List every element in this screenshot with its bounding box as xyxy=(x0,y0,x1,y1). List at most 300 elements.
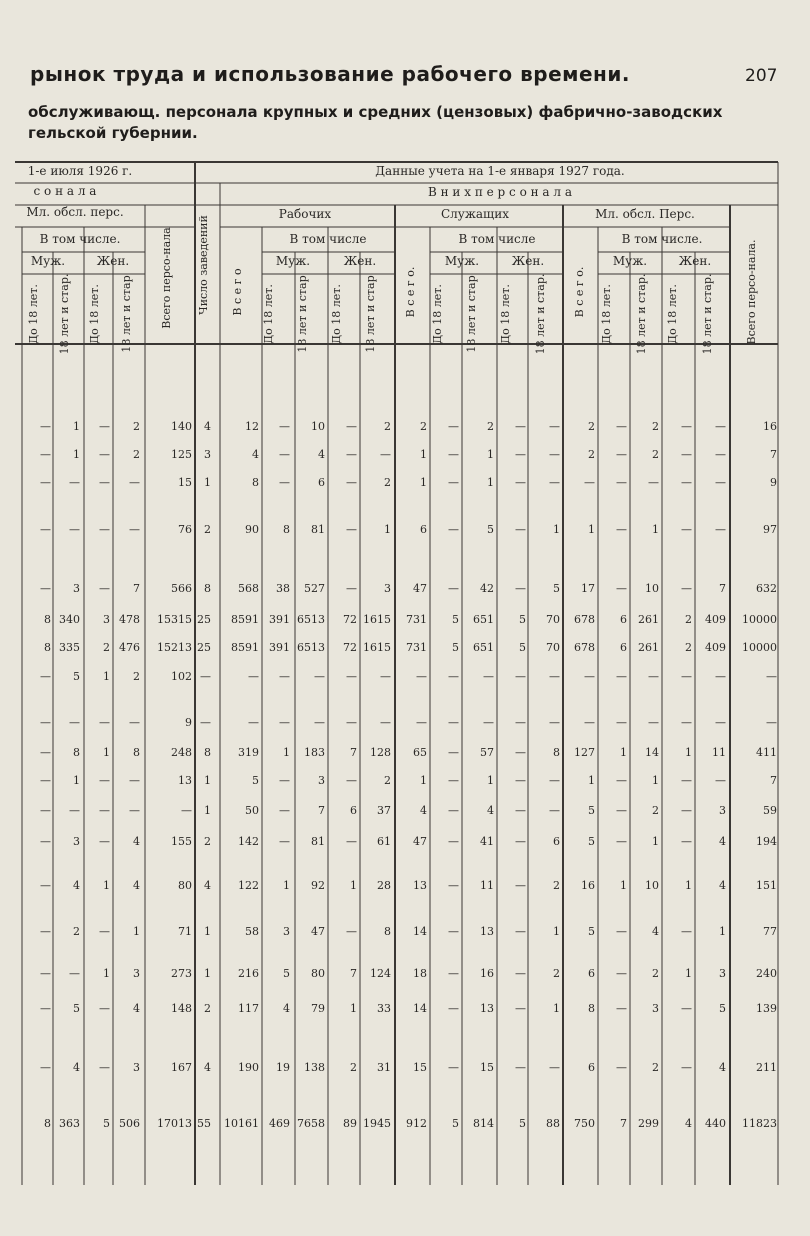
table-cell: 190 xyxy=(238,1061,259,1074)
table-cell: 122 xyxy=(238,879,259,892)
table-cell: — xyxy=(715,523,726,536)
table-cell: 128 xyxy=(370,746,391,759)
table-cell: 61 xyxy=(377,835,391,848)
table-cell: 1 xyxy=(685,879,692,892)
table-cell: 731 xyxy=(406,641,427,654)
table-cell: 6 xyxy=(588,967,595,980)
table-cell: 4 xyxy=(133,879,140,892)
table-cell: 8 xyxy=(204,582,211,595)
table-cell: — xyxy=(715,476,726,489)
table-cell: — xyxy=(40,420,51,433)
table-cell: 3 xyxy=(204,448,211,461)
table-cell: 72 xyxy=(343,641,357,654)
table-cell: 651 xyxy=(473,641,494,654)
table-cell: — xyxy=(515,523,526,536)
table-cell: — xyxy=(279,774,290,787)
header-muzh-3: Муж. xyxy=(612,254,648,268)
table-cell: 1 xyxy=(652,774,659,787)
header-vtom-1: В том числе xyxy=(289,232,367,246)
table-cell: 632 xyxy=(756,582,777,595)
table-cell: 319 xyxy=(238,746,259,759)
table-cell: — xyxy=(416,670,427,683)
table-cell: — xyxy=(616,420,627,433)
page-number: 207 xyxy=(745,66,778,86)
table-cell: — xyxy=(549,476,560,489)
table-cell: 15 xyxy=(413,1061,427,1074)
table-cell: 8 xyxy=(588,1002,595,1015)
table-cell: 5 xyxy=(553,582,560,595)
table-cell: 25 xyxy=(197,641,211,654)
table-cell: 8 xyxy=(73,746,80,759)
table-cell: 1 xyxy=(73,420,80,433)
table-cell: 335 xyxy=(59,641,80,654)
table-cell: 5 xyxy=(519,1117,526,1130)
table-cell: — xyxy=(515,925,526,938)
table-cell: 10 xyxy=(311,420,325,433)
table-cell: — xyxy=(448,1061,459,1074)
table-cell: — xyxy=(69,804,80,817)
table-cell: 15315 xyxy=(157,613,192,626)
table-cell: 273 xyxy=(171,967,192,980)
table-cell: — xyxy=(616,582,627,595)
table-cell: 3 xyxy=(384,582,391,595)
table-cell: 2 xyxy=(553,967,560,980)
table-cell: — xyxy=(279,835,290,848)
header-left-vsego: Всего персо-нала xyxy=(160,227,173,329)
table-cell: — xyxy=(448,879,459,892)
header-left-sonala: с о н а л а xyxy=(33,184,97,198)
table-cell: 1 xyxy=(384,523,391,536)
table-cell: — xyxy=(279,716,290,729)
header-do18-r2: До 18 лет. xyxy=(330,284,343,344)
table-cell: 38 xyxy=(276,582,290,595)
table-cell: 216 xyxy=(238,967,259,980)
table-cell: — xyxy=(448,967,459,980)
table-cell: — xyxy=(99,716,110,729)
table-cell: — xyxy=(616,804,627,817)
table-cell: — xyxy=(40,448,51,461)
table-cell: 13 xyxy=(178,774,192,787)
table-cell: 4 xyxy=(204,1061,211,1074)
table-cell: 506 xyxy=(119,1117,140,1130)
table-cell: 4 xyxy=(204,420,211,433)
table-cell: — xyxy=(515,967,526,980)
table-cell: 409 xyxy=(705,613,726,626)
table-cell: — xyxy=(515,835,526,848)
table-cell: 1 xyxy=(204,967,211,980)
table-cell: — xyxy=(515,774,526,787)
table-cell: — xyxy=(549,774,560,787)
table-cell: 11823 xyxy=(742,1117,777,1130)
table-cell: 92 xyxy=(311,879,325,892)
table-cell: 6 xyxy=(350,804,357,817)
table-cell: 1 xyxy=(487,476,494,489)
table-cell: 4 xyxy=(487,804,494,817)
table-cell: — xyxy=(616,448,627,461)
table-cell: 5 xyxy=(519,613,526,626)
table-cell: 1615 xyxy=(363,613,391,626)
table-cell: 9 xyxy=(770,476,777,489)
table-cell: 16 xyxy=(480,967,494,980)
table-cell: 3 xyxy=(318,774,325,787)
table-cell: 4 xyxy=(420,804,427,817)
header-muzh-1: Муж. xyxy=(275,254,311,268)
table-cell: 6 xyxy=(318,476,325,489)
page-subtitle-line2: гельской губернии. xyxy=(28,124,198,142)
table-cell: — xyxy=(515,1002,526,1015)
table-cell: 5 xyxy=(452,641,459,654)
table-cell: 3 xyxy=(719,967,726,980)
table-cell: 6513 xyxy=(297,641,325,654)
table-cell: — xyxy=(99,1061,110,1074)
table-cell: 3 xyxy=(73,835,80,848)
table-cell: 138 xyxy=(304,1061,325,1074)
table-cell: 1 xyxy=(685,746,692,759)
table-cell: 2 xyxy=(588,448,595,461)
table-cell: — xyxy=(681,1061,692,1074)
table-cell: 1 xyxy=(685,967,692,980)
header-left-do18-b: До 18 лет. xyxy=(88,284,101,344)
header-mlobsl: Мл. обсл. Перс. xyxy=(595,207,695,221)
table-cell: 140 xyxy=(171,420,192,433)
table-cell: 2 xyxy=(487,420,494,433)
table-cell: — xyxy=(40,1002,51,1015)
table-cell: — xyxy=(129,476,140,489)
table-cell: 4 xyxy=(719,835,726,848)
table-cell: 33 xyxy=(377,1002,391,1015)
table-cell: 13 xyxy=(480,925,494,938)
table-cell: — xyxy=(616,925,627,938)
header-vtom-2: В том числе xyxy=(458,232,536,246)
table-cell: — xyxy=(483,670,494,683)
table-cell: — xyxy=(584,670,595,683)
table-cell: 2 xyxy=(685,641,692,654)
table-cell: 155 xyxy=(171,835,192,848)
table-cell: 12 xyxy=(245,420,259,433)
table-cell: — xyxy=(681,523,692,536)
table-cell: 2 xyxy=(103,641,110,654)
table-cell: — xyxy=(248,716,259,729)
table-cell: 3 xyxy=(133,1061,140,1074)
table-cell: — xyxy=(648,476,659,489)
header-left-18-b: 18 лет и стар xyxy=(120,275,133,353)
table-cell: 261 xyxy=(638,613,659,626)
table-cell: 2 xyxy=(204,523,211,536)
table-cell: — xyxy=(99,1002,110,1015)
table-cell: 5 xyxy=(588,925,595,938)
table-cell: — xyxy=(448,420,459,433)
table-cell: — xyxy=(129,774,140,787)
header-vnih: В н и х п е р с о н а л а xyxy=(427,185,573,199)
table-cell: 59 xyxy=(763,804,777,817)
table-cell: 5 xyxy=(588,804,595,817)
header-do18-s2: До 18 лет. xyxy=(499,284,512,344)
header-do18-m2: До 18 лет. xyxy=(666,284,679,344)
table-cell: 1615 xyxy=(363,641,391,654)
table-cell: — xyxy=(681,582,692,595)
table-cell: 47 xyxy=(311,925,325,938)
table-cell: — xyxy=(279,448,290,461)
table-cell: 678 xyxy=(574,641,595,654)
header-do18-m1: До 18 лет. xyxy=(600,284,613,344)
table-cell: — xyxy=(99,523,110,536)
table-cell: — xyxy=(314,716,325,729)
table-cell: 5 xyxy=(719,1002,726,1015)
table-cell: 8 xyxy=(133,746,140,759)
table-cell: 2 xyxy=(133,670,140,683)
table-cell: 3 xyxy=(719,804,726,817)
table-cell: — xyxy=(515,582,526,595)
table-cell: 2 xyxy=(204,835,211,848)
table-body xyxy=(40,420,777,1130)
table-cell: — xyxy=(715,670,726,683)
table-cell: — xyxy=(515,716,526,729)
table-cell: 7658 xyxy=(297,1117,325,1130)
table-cell: 81 xyxy=(311,523,325,536)
table-cell: — xyxy=(279,476,290,489)
table-cell: 57 xyxy=(480,746,494,759)
table-cell: — xyxy=(766,670,777,683)
table-cell: 6 xyxy=(420,523,427,536)
table-cell: — xyxy=(99,804,110,817)
table-cell: — xyxy=(448,804,459,817)
table-cell: 8 xyxy=(553,746,560,759)
table-cell: 117 xyxy=(238,1002,259,1015)
table-cell: — xyxy=(380,716,391,729)
table-cell: 651 xyxy=(473,613,494,626)
table-cell: 340 xyxy=(59,613,80,626)
table-cell: — xyxy=(448,716,459,729)
table-cell: 1 xyxy=(420,476,427,489)
table-cell: 81 xyxy=(311,835,325,848)
table-cell: 678 xyxy=(574,613,595,626)
table-cell: 47 xyxy=(413,835,427,848)
table-cell: — xyxy=(648,670,659,683)
header-18-s2: 18 лет и стар. xyxy=(534,273,547,355)
table-cell: 411 xyxy=(756,746,777,759)
table-cell: — xyxy=(616,476,627,489)
header-zhen-2: Жен. xyxy=(511,254,545,268)
table-cell: 391 xyxy=(269,641,290,654)
table-cell: 1 xyxy=(103,967,110,980)
table-cell: — xyxy=(715,774,726,787)
header-left-vtom: В том числе. xyxy=(39,232,121,246)
table-cell: 47 xyxy=(413,582,427,595)
header-left-do18-a: До 18 лет. xyxy=(27,284,40,344)
table-cell: — xyxy=(584,716,595,729)
table-cell: — xyxy=(448,1002,459,1015)
table-cell: 8591 xyxy=(231,641,259,654)
table-cell: 76 xyxy=(178,523,192,536)
table-cell: 1945 xyxy=(363,1117,391,1130)
table-cell: 31 xyxy=(377,1061,391,1074)
table-cell: — xyxy=(715,448,726,461)
table-cell: 18 xyxy=(413,967,427,980)
table-cell: — xyxy=(40,925,51,938)
table-cell: — xyxy=(181,804,192,817)
table-cell: — xyxy=(248,670,259,683)
table-cell: 409 xyxy=(705,641,726,654)
table-cell: — xyxy=(279,420,290,433)
table-cell: 4 xyxy=(685,1117,692,1130)
table-cell: — xyxy=(515,670,526,683)
header-zhen-3: Жен. xyxy=(678,254,712,268)
table-cell: 299 xyxy=(638,1117,659,1130)
table-cell: 1 xyxy=(204,774,211,787)
table-cell: 3 xyxy=(73,582,80,595)
table-cell: 8 xyxy=(44,1117,51,1130)
table-cell: 89 xyxy=(343,1117,357,1130)
table-cell: — xyxy=(40,523,51,536)
table-cell: 5 xyxy=(73,670,80,683)
table-cell: 261 xyxy=(638,641,659,654)
table-cell: 16 xyxy=(763,420,777,433)
table-cell: — xyxy=(99,925,110,938)
header-do18-s1: До 18 лет. xyxy=(431,284,444,344)
table-cell: 167 xyxy=(171,1061,192,1074)
header-vsego-sl: В с е г о. xyxy=(404,266,417,318)
table-cell: — xyxy=(416,716,427,729)
header-sluzhashchikh: Служащих xyxy=(441,207,509,221)
table-cell: 3 xyxy=(103,613,110,626)
table-cell: 1 xyxy=(487,774,494,787)
table-cell: — xyxy=(346,716,357,729)
table-cell: — xyxy=(616,967,627,980)
table-cell: — xyxy=(448,925,459,938)
table-cell: 5 xyxy=(103,1117,110,1130)
table-cell: 1 xyxy=(103,746,110,759)
table-cell: 469 xyxy=(269,1117,290,1130)
table-cell: 2 xyxy=(384,476,391,489)
table-cell: 55 xyxy=(197,1117,211,1130)
table-cell: 6 xyxy=(620,641,627,654)
table-cell: 527 xyxy=(304,582,325,595)
table-cell: 151 xyxy=(756,879,777,892)
table-cell: 10 xyxy=(645,582,659,595)
table-cell: — xyxy=(200,716,211,729)
table-cell: — xyxy=(99,774,110,787)
table-cell: 568 xyxy=(238,582,259,595)
table-cell: 2 xyxy=(652,804,659,817)
table-cell: — xyxy=(40,804,51,817)
table-cell: — xyxy=(483,716,494,729)
header-18-m1: 18 лет и стар. xyxy=(635,273,648,355)
table-cell: 2 xyxy=(204,1002,211,1015)
table-cell: 3 xyxy=(133,967,140,980)
table-cell: 1 xyxy=(719,925,726,938)
table-cell: — xyxy=(515,448,526,461)
table-cell: 3 xyxy=(652,1002,659,1015)
table-cell: — xyxy=(616,1002,627,1015)
table-cell: 2 xyxy=(652,967,659,980)
table-cell: 10000 xyxy=(742,613,777,626)
table-cell: 19 xyxy=(276,1061,290,1074)
table-cell: 4 xyxy=(719,1061,726,1074)
table-cell: 4 xyxy=(133,835,140,848)
table-cell: 80 xyxy=(178,879,192,892)
table-cell: — xyxy=(515,879,526,892)
table-cell: — xyxy=(279,670,290,683)
table-cell: — xyxy=(40,967,51,980)
table-cell: 5 xyxy=(519,641,526,654)
table-cell: 2 xyxy=(420,420,427,433)
header-rabochikh: Рабочих xyxy=(278,207,332,221)
table-cell: — xyxy=(448,476,459,489)
table-cell: — xyxy=(549,420,560,433)
table-cell: 7 xyxy=(133,582,140,595)
table-cell: — xyxy=(99,582,110,595)
table-cell: 65 xyxy=(413,746,427,759)
header-vtom-3: В том числе. xyxy=(621,232,703,246)
table-cell: — xyxy=(99,476,110,489)
table-cell: 2 xyxy=(133,448,140,461)
table-cell: — xyxy=(40,835,51,848)
table-cell: — xyxy=(69,716,80,729)
table-cell: 1 xyxy=(652,835,659,848)
table-cell: — xyxy=(515,420,526,433)
table-cell: 97 xyxy=(763,523,777,536)
table-cell: 1 xyxy=(588,523,595,536)
table-cell: — xyxy=(40,746,51,759)
table-cell: — xyxy=(69,967,80,980)
table-cell: — xyxy=(681,670,692,683)
table-cell: — xyxy=(40,879,51,892)
table-cell: — xyxy=(616,1061,627,1074)
table-cell: 14 xyxy=(413,1002,427,1015)
table-cell: 142 xyxy=(238,835,259,848)
table-cell: 127 xyxy=(574,746,595,759)
table-cell: 17013 xyxy=(157,1117,192,1130)
table-cell: 1 xyxy=(103,879,110,892)
table-cell: 5 xyxy=(452,1117,459,1130)
table-cell: 1 xyxy=(420,448,427,461)
table-cell: — xyxy=(681,835,692,848)
table-cell: 10000 xyxy=(742,641,777,654)
table-cell: — xyxy=(40,774,51,787)
table-cell: — xyxy=(766,716,777,729)
table-cell: 50 xyxy=(245,804,259,817)
table-cell: 1 xyxy=(73,448,80,461)
table-cell: 476 xyxy=(119,641,140,654)
table-cell: 440 xyxy=(705,1117,726,1130)
table-cell: — xyxy=(681,804,692,817)
table-cell: 8 xyxy=(283,523,290,536)
table-cell: — xyxy=(681,476,692,489)
table-cell: 1 xyxy=(204,476,211,489)
table-cell: — xyxy=(129,523,140,536)
table-cell: 16 xyxy=(581,879,595,892)
table-cell: — xyxy=(380,670,391,683)
table-cell: 11 xyxy=(480,879,494,892)
table-cell: — xyxy=(549,1061,560,1074)
table-cell: 4 xyxy=(73,1061,80,1074)
table-cell: — xyxy=(99,448,110,461)
table-cell: — xyxy=(584,476,595,489)
table-cell: — xyxy=(40,716,51,729)
table-cell: — xyxy=(616,523,627,536)
table-cell: 1 xyxy=(553,925,560,938)
table-cell: — xyxy=(681,716,692,729)
table-cell: 14 xyxy=(645,746,659,759)
table-cell: — xyxy=(346,420,357,433)
header-left-ml: Мл. обсл. перс. xyxy=(26,205,124,219)
table-cell: — xyxy=(681,1002,692,1015)
header-left-muzh: Муж. xyxy=(30,254,66,268)
table-cell: 9 xyxy=(185,716,192,729)
table-cell: 80 xyxy=(311,967,325,980)
table-cell: 7 xyxy=(770,774,777,787)
table-cell: — xyxy=(448,746,459,759)
